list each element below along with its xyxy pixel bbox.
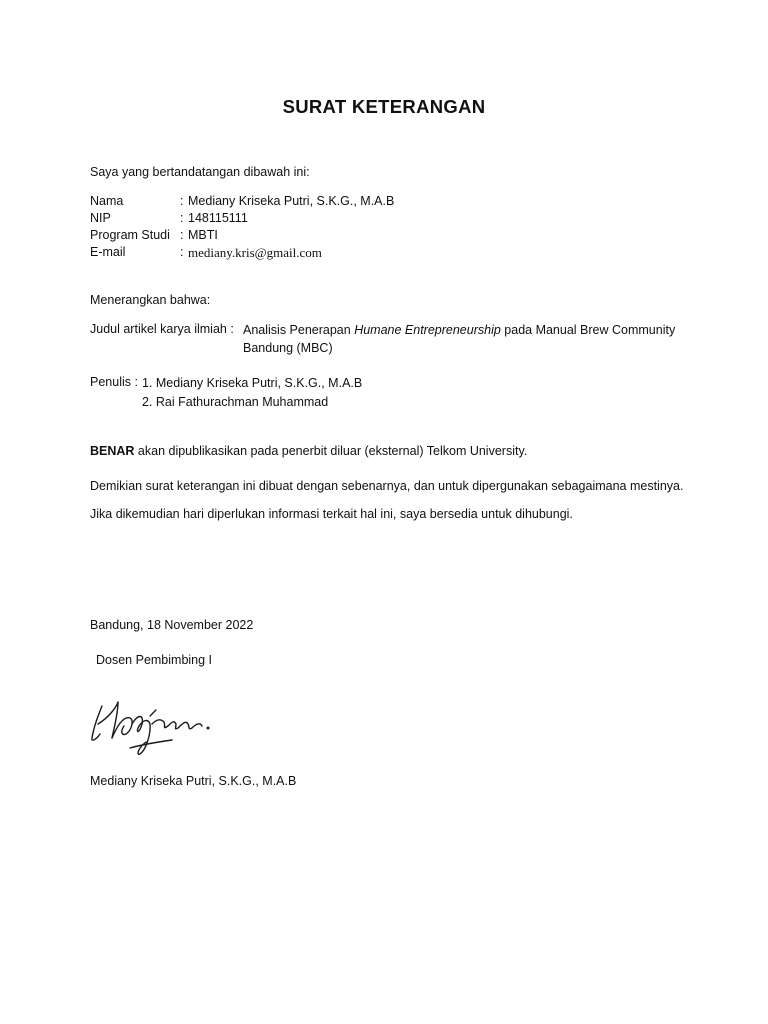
identity-value: 148115111 bbox=[188, 211, 248, 225]
judul-text-after: pada Manual Brew Community Bandung (MBC) bbox=[243, 323, 676, 355]
email-link[interactable]: mediany.kris@gmail.com bbox=[188, 245, 322, 260]
identity-label: Program Studi bbox=[90, 228, 170, 242]
penulis-list bbox=[142, 374, 362, 412]
identity-separator: : bbox=[180, 194, 184, 208]
judul-text-italic: Humane Entrepreneurship bbox=[354, 323, 501, 337]
identity-label: Nama bbox=[90, 194, 124, 208]
intro-text: Saya yang bertandatangan dibawah ini: bbox=[90, 165, 310, 179]
identity-label: NIP bbox=[90, 211, 111, 225]
place-date: Bandung, 18 November 2022 bbox=[90, 618, 254, 632]
signer-role: Dosen Pembimbing I bbox=[96, 653, 213, 667]
identity-value: MBTI bbox=[188, 228, 218, 242]
identity-value: Mediany Kriseka Putri, S.K.G., M.A.B bbox=[188, 194, 395, 208]
author-item: 1. Mediany Kriseka Putri, S.K.G., M.A.B bbox=[142, 376, 363, 390]
identity-separator: : bbox=[180, 245, 184, 259]
closing-paragraph: Demikian surat keterangan ini dibuat dengan sebenarnya, dan untuk dipergunakan sebagaimana mestinya. Jika dikemudian hari diperlukan informasi terkait hal ini, saya bersedia untuk dihubungi. bbox=[90, 479, 684, 521]
handwritten-signature bbox=[88, 694, 228, 760]
benar-rest: akan dipublikasikan pada penerbit diluar (eksternal) Telkom University. bbox=[134, 444, 528, 458]
author-item: 2. Rai Fathurachman Muhammad bbox=[142, 395, 329, 409]
signer-name: Mediany Kriseka Putri, S.K.G., M.A.B bbox=[90, 774, 297, 788]
judul-text bbox=[243, 321, 693, 357]
benar-statement bbox=[90, 443, 527, 459]
judul-label: Judul artikel karya ilmiah : bbox=[90, 322, 234, 336]
identity-separator: : bbox=[180, 228, 184, 242]
menerangkan-text: Menerangkan bahwa: bbox=[90, 293, 211, 307]
identity-separator: : bbox=[180, 211, 184, 225]
benar-bold: BENAR bbox=[90, 444, 135, 458]
letter-title: SURAT KETERANGAN bbox=[282, 96, 486, 117]
identity-label: E-mail bbox=[90, 245, 126, 259]
penulis-label: Penulis : bbox=[90, 375, 138, 389]
judul-text-before: Analisis Penerapan bbox=[243, 323, 355, 337]
